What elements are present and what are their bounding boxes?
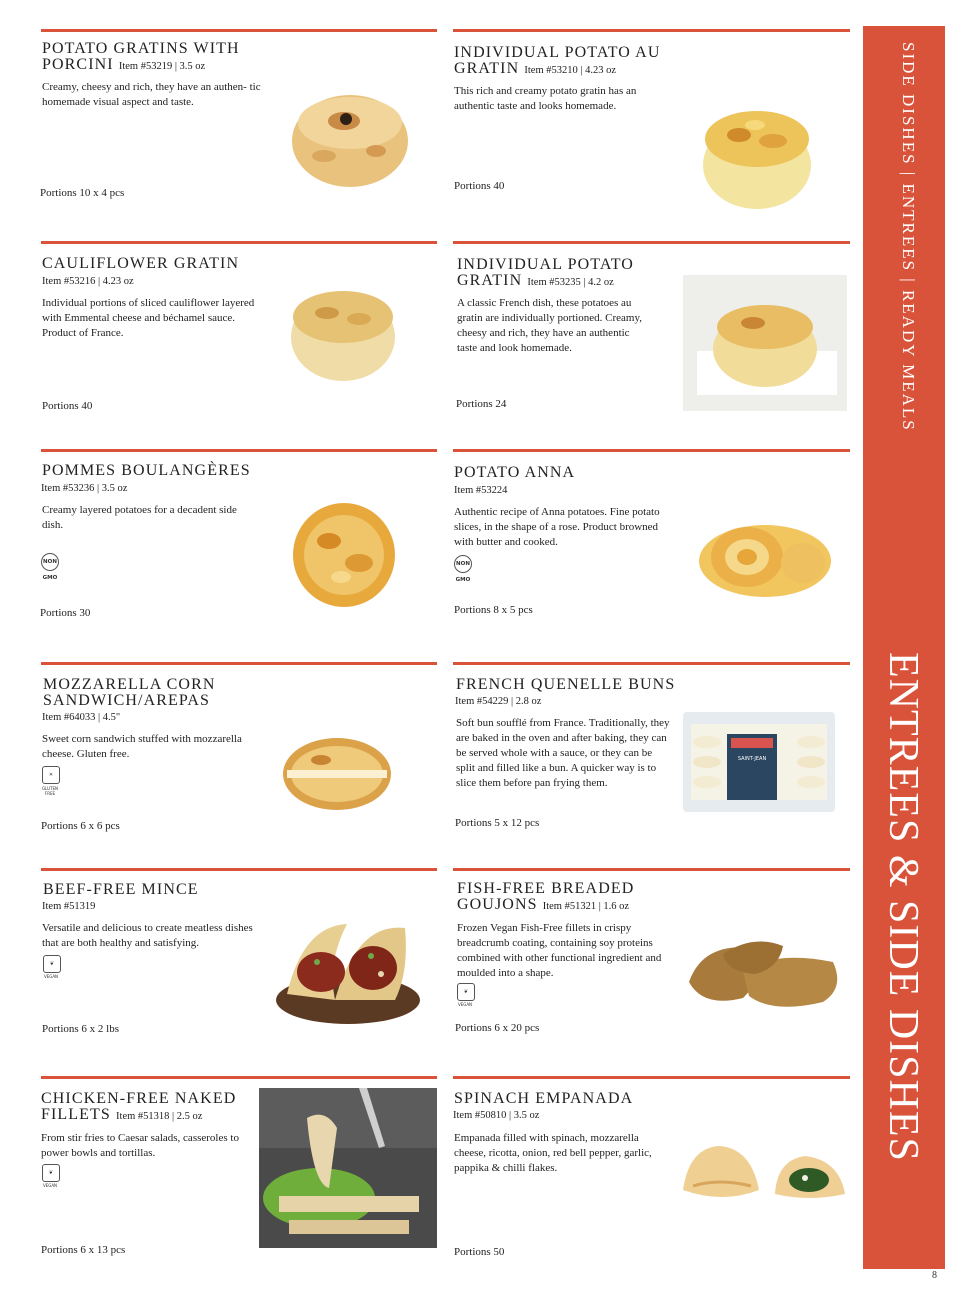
- product-title: INDIVIDUAL POTATO AU GRATIN Item #53210 | 4.23 oz: [454, 44, 661, 77]
- product-title: CHICKEN-FREE NAKED FILLETS Item #51318 | 2.5 oz: [41, 1090, 237, 1123]
- product-description: Authentic recipe of Anna potatoes. Fine potato slices, in the shape of a rose. Product browned with butter and cooked.: [454, 506, 660, 548]
- portions: Portions 40: [454, 180, 505, 192]
- product-card: [453, 29, 850, 214]
- product-title: INDIVIDUAL POTATO GRATIN Item #53235 | 4.2 oz: [457, 256, 634, 289]
- product-title: FRENCH QUENELLE BUNS: [456, 676, 676, 693]
- product-photo: [281, 736, 393, 812]
- portions: Portions 40: [42, 400, 93, 412]
- divider: [453, 1076, 850, 1079]
- product-description: Creamy, cheesy and rich, they have an authen- tic homemade visual aspect and taste.: [42, 81, 261, 108]
- divider: [453, 29, 850, 32]
- product-card: [453, 1076, 850, 1261]
- divider: [453, 241, 850, 244]
- product-photo: [695, 513, 835, 603]
- section-sidebar: [863, 26, 945, 1269]
- product-card: [41, 449, 437, 629]
- product-title: POTATO GRATINS WITH PORCINI Item #53219 | 3.5 oz: [42, 40, 240, 73]
- portions: Portions 6 x 6 pcs: [41, 820, 120, 832]
- product-title: SPINACH EMPANADA: [454, 1090, 634, 1107]
- vegan-label: VEGAN: [42, 1183, 58, 1188]
- section-title: ENTREES & SIDE DISHES: [880, 652, 926, 1162]
- divider: [41, 29, 437, 32]
- portions: Portions 6 x 2 lbs: [42, 1023, 120, 1035]
- item-number: Item #53210 | 4.23 oz: [524, 65, 617, 76]
- divider: [41, 241, 437, 244]
- product-photo: [679, 1138, 851, 1204]
- product-description: Soft bun soufflé from France. Traditionally, they are baked in the oven and after baking, they can be served whole with a sauce, or they can be split and filled like a bun. A quicker way is to slice them before pan frying them.: [456, 717, 670, 789]
- item-number: Item #53224: [454, 485, 508, 496]
- item-number: Item #64033 | 4.5": [42, 712, 121, 723]
- product-card: [453, 449, 850, 629]
- gluten-free-label: GLUTEN FREE: [41, 786, 59, 796]
- page-number: 8: [932, 1270, 937, 1281]
- portions: Portions 5 x 12 pcs: [455, 817, 540, 829]
- section-subtitle: SIDE DISHES | ENTREES | READY MEALS: [899, 42, 918, 432]
- product-photo: [683, 275, 847, 411]
- product-card: [453, 662, 850, 842]
- item-number: Item #53235 | 4.2 oz: [527, 277, 614, 288]
- product-description: Empanada filled with spinach, mozzarella cheese, ricotta, onion, red bell pepper, garlic, pappika & chilli flakes.: [454, 1132, 652, 1174]
- package-label: SAINT-JEAN: [737, 756, 767, 762]
- portions: Portions 10 x 4 pcs: [40, 187, 125, 199]
- product-photo: [683, 932, 849, 1016]
- product-title: MOZZARELLA CORN SANDWICH/AREPAS: [43, 676, 216, 709]
- product-description: This rich and creamy potato gratin has an authentic taste and looks homemade.: [454, 85, 637, 112]
- portions: Portions 6 x 20 pcs: [455, 1022, 540, 1034]
- divider: [41, 449, 437, 452]
- product-description: Versatile and delicious to create meatless dishes that are both healthy and satisfying.: [42, 922, 253, 949]
- product-card: [41, 29, 437, 209]
- portions: Portions 30: [40, 607, 91, 619]
- product-photo: [259, 1088, 437, 1248]
- divider: [453, 662, 850, 665]
- portions: Portions 24: [456, 398, 507, 410]
- divider: [41, 1076, 437, 1079]
- non-gmo-icon: NON GMO: [41, 553, 59, 571]
- product-title: POTATO ANNA: [454, 464, 576, 481]
- vegan-icon: ❦: [43, 955, 61, 973]
- divider: [41, 868, 437, 871]
- product-photo: [273, 912, 423, 1028]
- product-description: A classic French dish, these potatoes au gratin are individually portioned. Creamy, cheesy and rich, they have an authentic taste and look homemade.: [457, 297, 643, 354]
- product-description: Creamy layered potatoes for a decadent side dish.: [42, 504, 237, 531]
- product-title: BEEF-FREE MINCE: [43, 881, 199, 898]
- product-title: CAULIFLOWER GRATIN: [42, 255, 240, 272]
- item-number: Item #54229 | 2.8 oz: [455, 696, 542, 707]
- product-card: [41, 868, 437, 1048]
- item-number: Item #51318 | 2.5 oz: [116, 1111, 203, 1122]
- product-description: Individual portions of sliced cauliflower layered with Emmental cheese and béchamel sauce. Product of France.: [42, 297, 255, 339]
- product-card: [453, 868, 850, 1048]
- product-title: FISH-FREE BREADED GOUJONS Item #51321 | 1.6 oz: [457, 880, 635, 913]
- product-card: [41, 662, 437, 842]
- item-number: Item #53236 | 3.5 oz: [41, 483, 128, 494]
- product-title: POMMES BOULANGÈRES: [42, 462, 251, 479]
- divider: [453, 449, 850, 452]
- product-card: [41, 241, 437, 421]
- product-photo: [697, 95, 817, 215]
- product-photo: [683, 712, 835, 812]
- product-card: [453, 241, 850, 421]
- portions: Portions 6 x 13 pcs: [41, 1244, 126, 1256]
- item-number: Item #50810 | 3.5 oz: [453, 1110, 540, 1121]
- vegan-label: VEGAN: [457, 1002, 473, 1007]
- product-photo: [291, 501, 397, 609]
- vegan-icon: ❦: [457, 983, 475, 1001]
- gluten-free-icon: ✕: [42, 766, 60, 784]
- portions: Portions 8 x 5 pcs: [454, 604, 533, 616]
- vegan-label: VEGAN: [43, 974, 59, 979]
- vegan-icon: ❦: [42, 1164, 60, 1182]
- product-card: [41, 1076, 437, 1261]
- portions: Portions 50: [454, 1246, 505, 1258]
- divider: [453, 868, 850, 871]
- product-description: Frozen Vegan Fish-Free fillets in crispy breadcrumb coating, containing soy proteins combined with other functional ingredient and moulded into a shape.: [457, 922, 662, 979]
- product-description: Sweet corn sandwich stuffed with mozzarella cheese. Gluten free.: [42, 733, 242, 760]
- product-photo: [287, 277, 399, 387]
- item-number: Item #53216 | 4.23 oz: [42, 276, 134, 287]
- item-number: Item #51319: [42, 901, 96, 912]
- divider: [41, 662, 437, 665]
- item-number: Item #51321 | 1.6 oz: [542, 901, 630, 912]
- item-number: Item #53219 | 3.5 oz: [118, 61, 206, 72]
- product-photo: [284, 81, 416, 193]
- non-gmo-icon: NON GMO: [454, 555, 472, 573]
- product-description: From stir fries to Caesar salads, casseroles to power bowls and tortillas.: [41, 1132, 239, 1159]
